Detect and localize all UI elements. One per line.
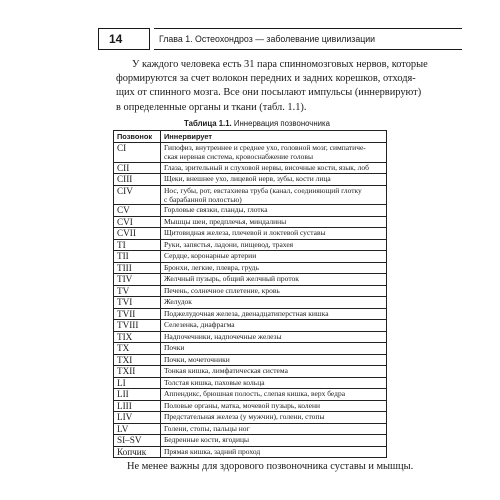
vertebra-cell: CV <box>114 205 161 217</box>
innervation-cell <box>161 412 387 424</box>
vertebra-cell: TX <box>114 343 161 355</box>
innervation-cell <box>161 174 387 186</box>
vertebra-cell: TI <box>114 239 161 251</box>
vertebra-cell: TXII <box>114 366 161 378</box>
vertebra-cell: CVII <box>114 228 161 240</box>
innervation-text: Почки <box>164 343 185 353</box>
innervation-text: Печень, солнечное сплетение, кровь <box>164 285 280 295</box>
table-row <box>114 216 387 228</box>
innervation-text: Надпочечники, надпочечные железы <box>164 331 282 341</box>
innervation-cell <box>161 162 387 174</box>
table-row <box>114 331 387 343</box>
page-number: 14 <box>98 28 150 50</box>
innervation-cell <box>161 239 387 251</box>
innervation-text-continued: ская нервная система, кровоснабжение головы <box>164 152 313 162</box>
innervation-cell <box>161 274 387 286</box>
innervation-cell <box>161 366 387 378</box>
innervation-cell <box>161 435 387 447</box>
vertebra-cell: TIV <box>114 274 161 286</box>
table-row <box>114 239 387 251</box>
innervation-cell <box>161 389 387 401</box>
table-row <box>114 185 387 205</box>
innervation-text: Бедренные кости, ягодицы <box>164 435 250 445</box>
table-caption-number: Таблица 1.1. <box>184 119 232 128</box>
innervation-text: Тонкая кишка, лимфатическая система <box>164 366 288 376</box>
innervation-text: Предстательная железа (у мужчин), голени, стопы <box>164 412 325 422</box>
table-row <box>114 400 387 412</box>
table-row <box>114 205 387 217</box>
intro-line: в определенные органы и ткани (табл. 1.1). <box>116 101 307 113</box>
table-row <box>114 377 387 389</box>
vertebra-cell: CI <box>114 143 161 163</box>
innervation-text: Щитовидная железа, плечевой и локтевой суставы <box>164 228 326 238</box>
vertebra-cell: TVII <box>114 308 161 320</box>
innervation-text: Толстая кишка, паховые кольца <box>164 377 265 387</box>
innervation-cell <box>161 228 387 240</box>
table-caption <box>122 119 392 128</box>
innervation-cell <box>161 343 387 355</box>
table-row <box>114 446 387 458</box>
innervation-text: Желчный пузырь, общий желчный проток <box>164 274 299 284</box>
vertebra-cell: CIII <box>114 174 161 186</box>
innervation-text: Голени, стопы, пальцы ног <box>164 423 250 433</box>
table-row <box>114 174 387 186</box>
table-caption-text: Иннервация позвоночника <box>233 119 330 128</box>
innervation-cell <box>161 216 387 228</box>
innervation-text: Горловые связки, гланды, глотка <box>164 205 268 215</box>
innervation-cell <box>161 400 387 412</box>
table-row <box>114 366 387 378</box>
vertebra-cell: SI–SV <box>114 435 161 447</box>
table-row <box>114 228 387 240</box>
table-row <box>114 274 387 286</box>
innervation-cell <box>161 423 387 435</box>
vertebra-cell: CVI <box>114 216 161 228</box>
table-row <box>114 423 387 435</box>
vertebra-cell: TIX <box>114 331 161 343</box>
innervation-cell <box>161 354 387 366</box>
closing-paragraph: Не менее важны для здорового позвоночника суставы и мышцы. <box>127 461 414 472</box>
innervation-cell <box>161 320 387 332</box>
table-row <box>114 389 387 401</box>
table-row <box>114 412 387 424</box>
table-header-row <box>114 131 387 143</box>
innervation-cell <box>161 143 387 163</box>
vertebra-cell: LIV <box>114 412 161 424</box>
running-header <box>98 28 462 50</box>
column-header-vertebra: Позвонок <box>114 131 161 143</box>
vertebra-cell: CII <box>114 162 161 174</box>
innervation-text: Бронхи, легкие, плевра, грудь <box>164 262 259 272</box>
intro-line: У каждого человека есть 31 пара спинномозговых нервов, которые <box>132 59 428 70</box>
innervation-text: Руки, запястья, ладони, пищевод, трахея <box>164 239 294 249</box>
innervation-text: Почки, мочеточники <box>164 354 230 364</box>
table-row <box>114 320 387 332</box>
innervation-table <box>113 130 387 458</box>
innervation-text: Нос, губы, рот, евстахиева труба (канал, соединяющий глотку <box>164 185 362 195</box>
table-row <box>114 435 387 447</box>
innervation-text-continued: с барабанной полостью) <box>164 194 242 204</box>
intro-line: формируются за счет волокон передних и задних корешков, отходя- <box>116 73 416 85</box>
innervation-text: Гипофиз, внутреннее и среднее ухо, головной мозг, симпатиче- <box>164 143 366 152</box>
vertebra-cell: LII <box>114 389 161 401</box>
vertebra-cell: TVIII <box>114 320 161 332</box>
vertebra-cell: Копчик <box>114 446 161 458</box>
innervation-cell <box>161 297 387 309</box>
table-row <box>114 262 387 274</box>
innervation-cell <box>161 205 387 217</box>
vertebra-cell: TXI <box>114 354 161 366</box>
vertebra-cell: TII <box>114 251 161 263</box>
intro-paragraph <box>116 58 428 115</box>
table-row <box>114 308 387 320</box>
innervation-text: Поджелудочная железа, двенадцатиперстная кишка <box>164 308 329 318</box>
innervation-text: Мышцы шеи, предплечья, миндалины <box>164 216 287 226</box>
innervation-text: Сердце, коронарные артерии <box>164 251 257 261</box>
column-header-innervates: Иннервирует <box>161 131 387 143</box>
vertebra-cell: TIII <box>114 262 161 274</box>
table-row <box>114 343 387 355</box>
vertebra-cell: LV <box>114 423 161 435</box>
innervation-text: Желудок <box>164 297 192 307</box>
vertebra-cell: LIII <box>114 400 161 412</box>
innervation-cell <box>161 377 387 389</box>
innervation-text: Прямая кишка, задний проход <box>164 446 261 456</box>
table-row <box>114 354 387 366</box>
intro-line: щих от спинного мозга. Все они посылают импульсы (иннервируют) <box>116 87 422 99</box>
innervation-text: Глаза, зрительный и слуховой нервы, височные кости, язык, лоб <box>164 162 369 172</box>
table-row <box>114 143 387 163</box>
vertebra-cell: LI <box>114 377 161 389</box>
innervation-text: Щеки, внешнее ухо, лицевой нерв, зубы, кости лица <box>164 174 331 184</box>
table-row <box>114 285 387 297</box>
vertebra-cell: CIV <box>114 185 161 205</box>
running-title: Глава 1. Остеохондроз — заболевание цивилизации <box>154 28 462 50</box>
innervation-cell <box>161 251 387 263</box>
vertebra-cell: TVI <box>114 297 161 309</box>
innervation-cell <box>161 262 387 274</box>
table-row <box>114 297 387 309</box>
innervation-text: Селезенка, диафрагма <box>164 320 235 330</box>
innervation-text: Аппендикс, брюшная полость, слепая кишка, верх бедра <box>164 389 346 399</box>
innervation-cell <box>161 446 387 458</box>
innervation-cell <box>161 285 387 297</box>
innervation-cell <box>161 308 387 320</box>
table-row <box>114 162 387 174</box>
innervation-cell <box>161 331 387 343</box>
vertebra-cell: TV <box>114 285 161 297</box>
innervation-cell <box>161 185 387 205</box>
innervation-text: Половые органы, матка, мочевой пузырь, колени <box>164 400 320 410</box>
table-row <box>114 251 387 263</box>
